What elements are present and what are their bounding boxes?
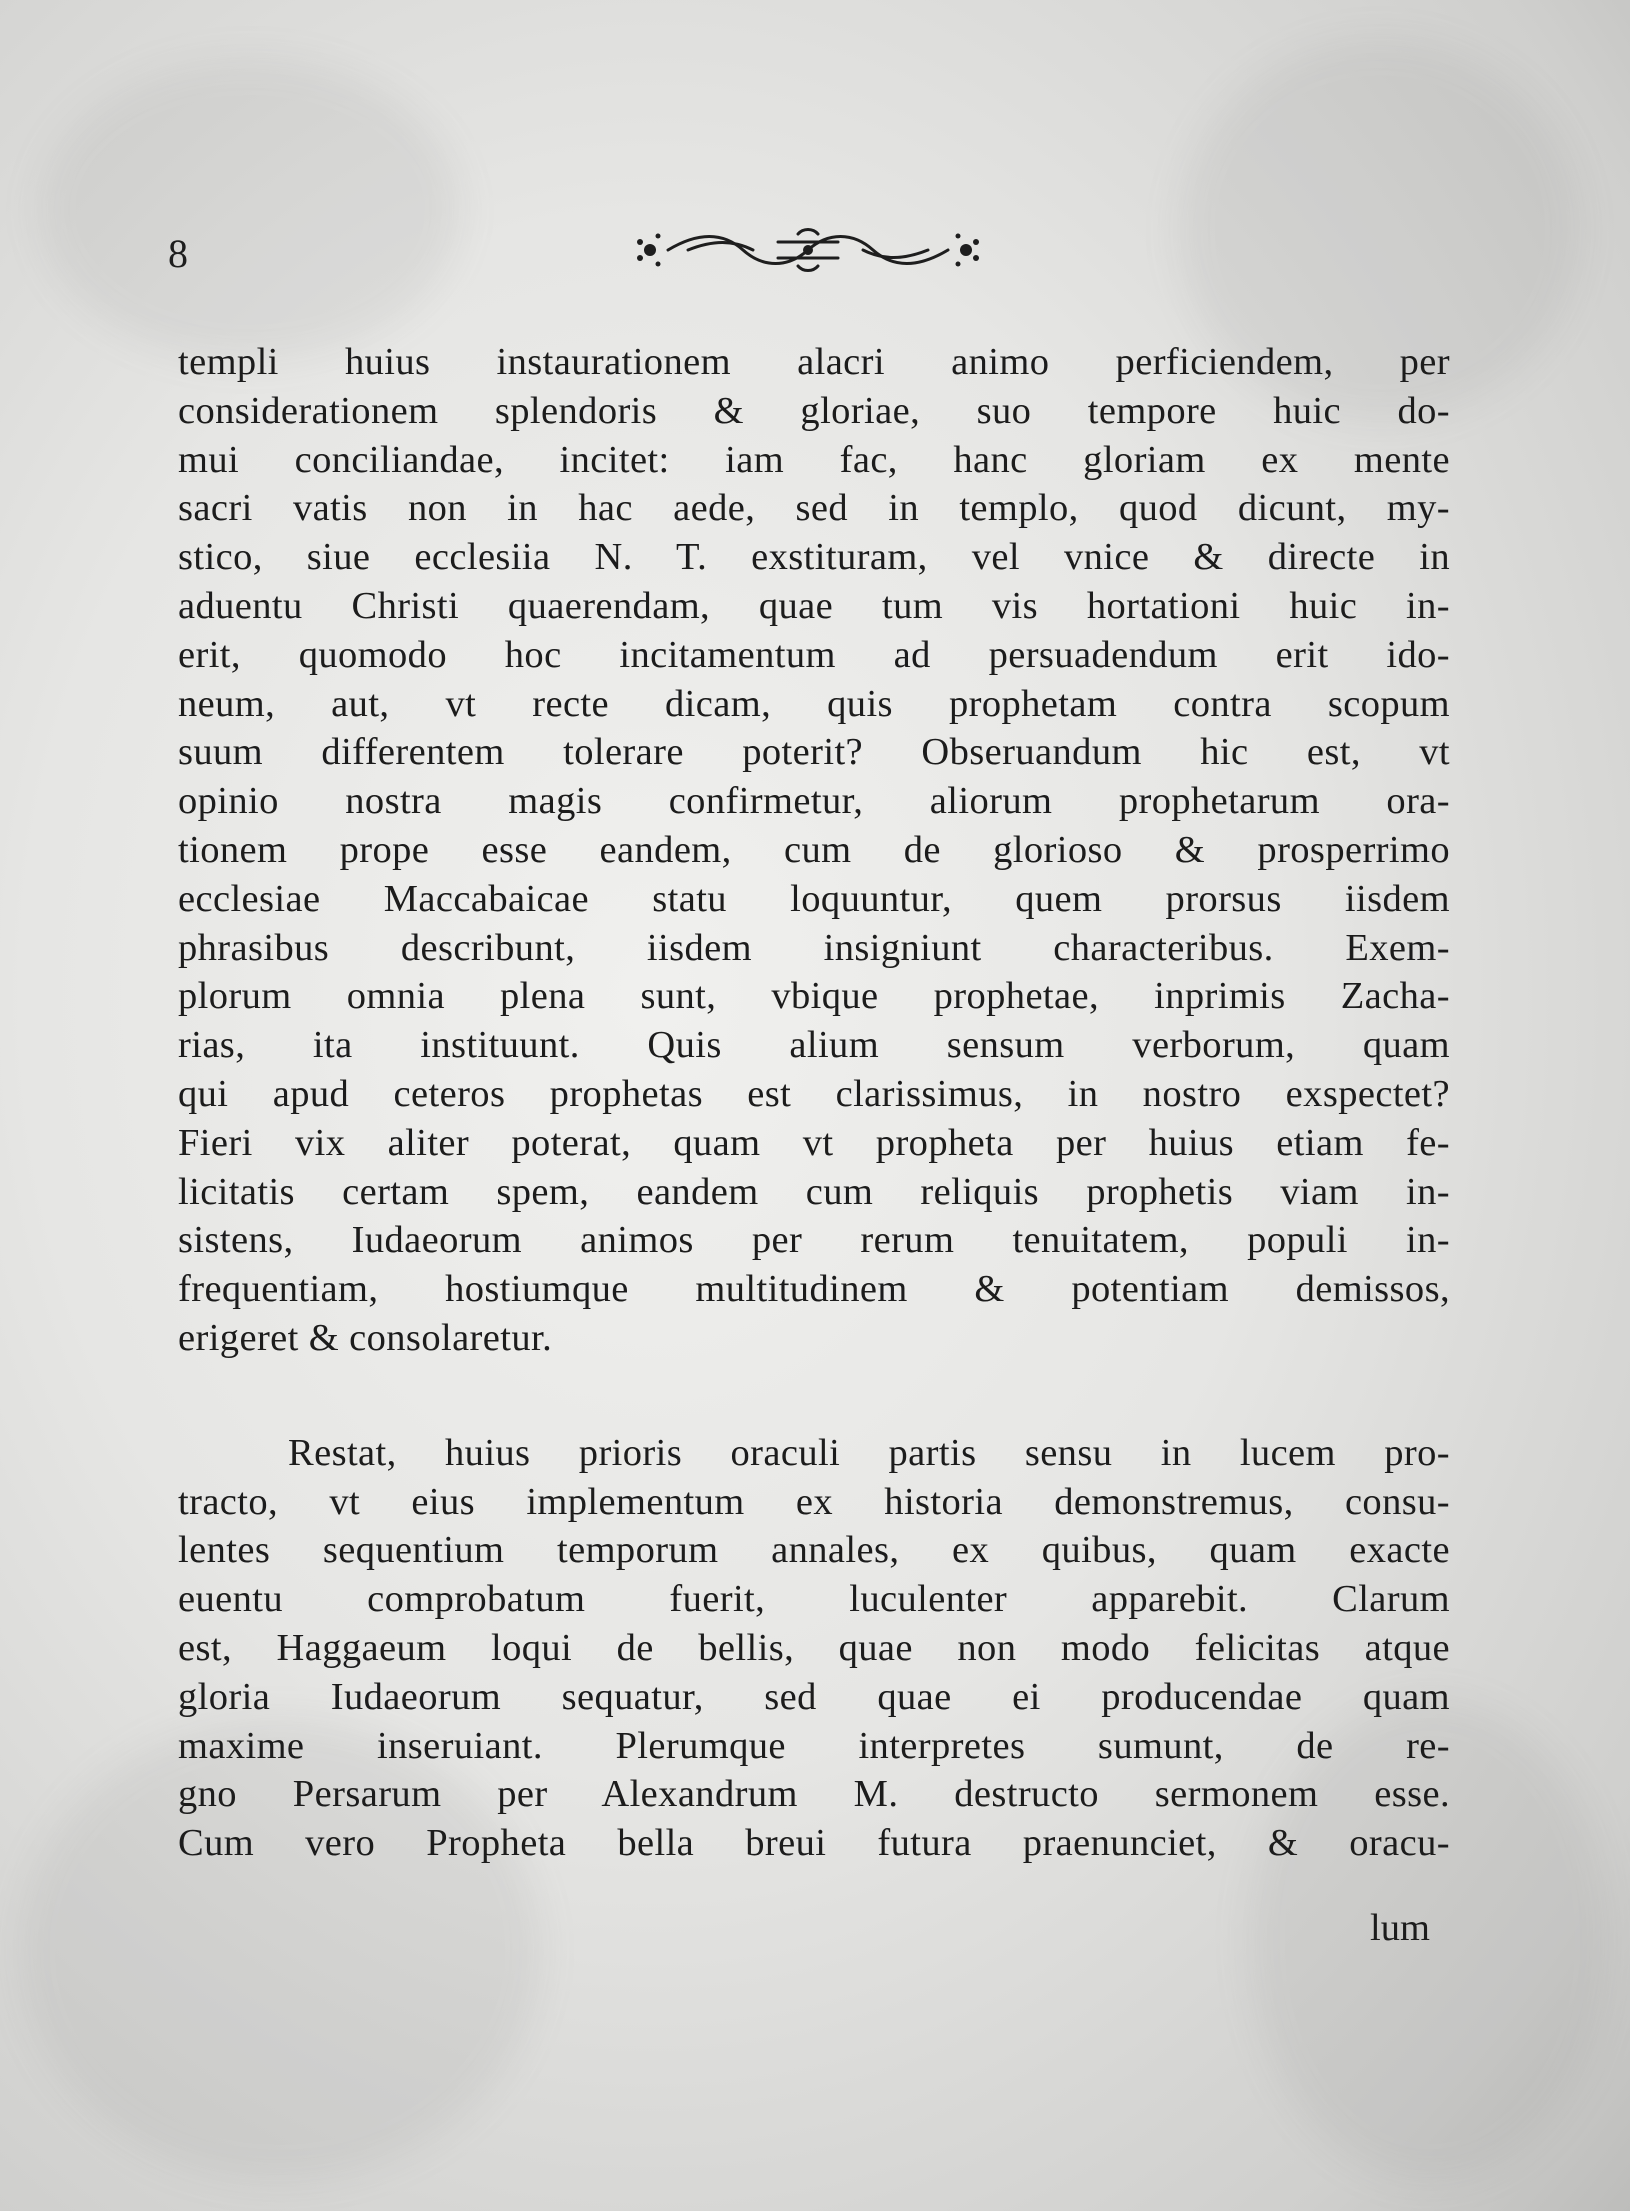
text-line: suum differentem tolerare poterit? Obseruandum hic est, vt [178, 731, 1450, 774]
paragraph-gap [178, 1363, 1450, 1429]
text-line: phrasibus describunt, iisdem insigniunt characteribus. Exem- [178, 926, 1450, 969]
text-line: aduentu Christi quaerendam, quae tum vis hortationi huic in- [178, 584, 1450, 627]
text-line: Restat, huius prioris oraculi partis sensu in lucem pro- [288, 1431, 1450, 1474]
text-line: frequentiam, hostiumque multitudinem & potentiam demissos, [178, 1268, 1450, 1311]
page-header [0, 220, 1630, 290]
paper-stain [40, 60, 460, 360]
text-line: est, Haggaeum loqui de bellis, quae non modo felicitas atque [178, 1626, 1450, 1669]
text-line: licitatis certam spem, eandem cum reliquis prophetis viam in- [178, 1170, 1450, 1213]
text-line: sacri vatis non in hac aede, sed in templo, quod dicunt, my- [178, 487, 1450, 530]
text-line: maxime inseruiant. Plerumque interpretes sumunt, de re- [178, 1724, 1450, 1767]
page-number: 8 [168, 231, 188, 276]
text-line: considerationem splendoris & gloriae, suo tempore huic do- [178, 389, 1450, 432]
catchword: lum [1370, 1907, 1430, 1949]
text-line: Fieri vix aliter poterat, quam vt propheta per huius etiam fe- [178, 1121, 1450, 1164]
text-line: opinio nostra magis confirmetur, aliorum prophetarum ora- [178, 780, 1450, 823]
text-line: gno Persarum per Alexandrum M. destructo sermonem esse. [178, 1773, 1450, 1816]
text-line: qui apud ceteros prophetas est clarissimus, in nostro exspectet? [178, 1072, 1450, 1115]
text-line: neum, aut, vt recte dicam, quis prophetam contra scopum [178, 682, 1450, 725]
paragraph-2 [178, 1429, 1450, 1868]
text-line: mui conciliandae, incitet: iam fac, hanc gloriam ex mente [178, 438, 1450, 481]
text-line: sistens, Iudaeorum animos per rerum tenuitatem, populi in- [178, 1219, 1450, 1262]
text-line: gloria Iudaeorum sequatur, sed quae ei producendae quam [178, 1675, 1450, 1718]
paragraph-1 [178, 338, 1450, 1363]
body-text [178, 338, 1450, 1868]
text-line: lentes sequentium temporum annales, ex quibus, quam exacte [178, 1529, 1450, 1572]
text-line: erit, quomodo hoc incitamentum ad persuadendum erit ido- [178, 633, 1450, 676]
text-line: tionem prope esse eandem, cum de glorioso & prosperrimo [178, 828, 1450, 871]
text-line: stico, siue ecclesiia N. T. exstituram, vel vnice & directe in [178, 536, 1450, 579]
text-line: euentu comprobatum fuerit, luculenter apparebit. Clarum [178, 1578, 1450, 1621]
text-line: plorum omnia plena sunt, vbique prophetae, inprimis Zacha- [178, 975, 1450, 1018]
text-line: tracto, vt eius implementum ex historia demonstremus, consu- [178, 1480, 1450, 1523]
text-line: Cum vero Propheta bella breui futura praenunciet, & oracu- [178, 1822, 1450, 1865]
text-line: ecclesiae Maccabaicae statu loquuntur, quem prorsus iisdem [178, 877, 1450, 920]
text-line: erigeret & consolaretur. [178, 1316, 553, 1359]
decorative-ornament-icon [628, 224, 988, 276]
text-line: templi huius instaurationem alacri animo perficiendem, per [178, 341, 1450, 383]
text-line: rias, ita instituunt. Quis alium sensum verborum, quam [178, 1024, 1450, 1067]
